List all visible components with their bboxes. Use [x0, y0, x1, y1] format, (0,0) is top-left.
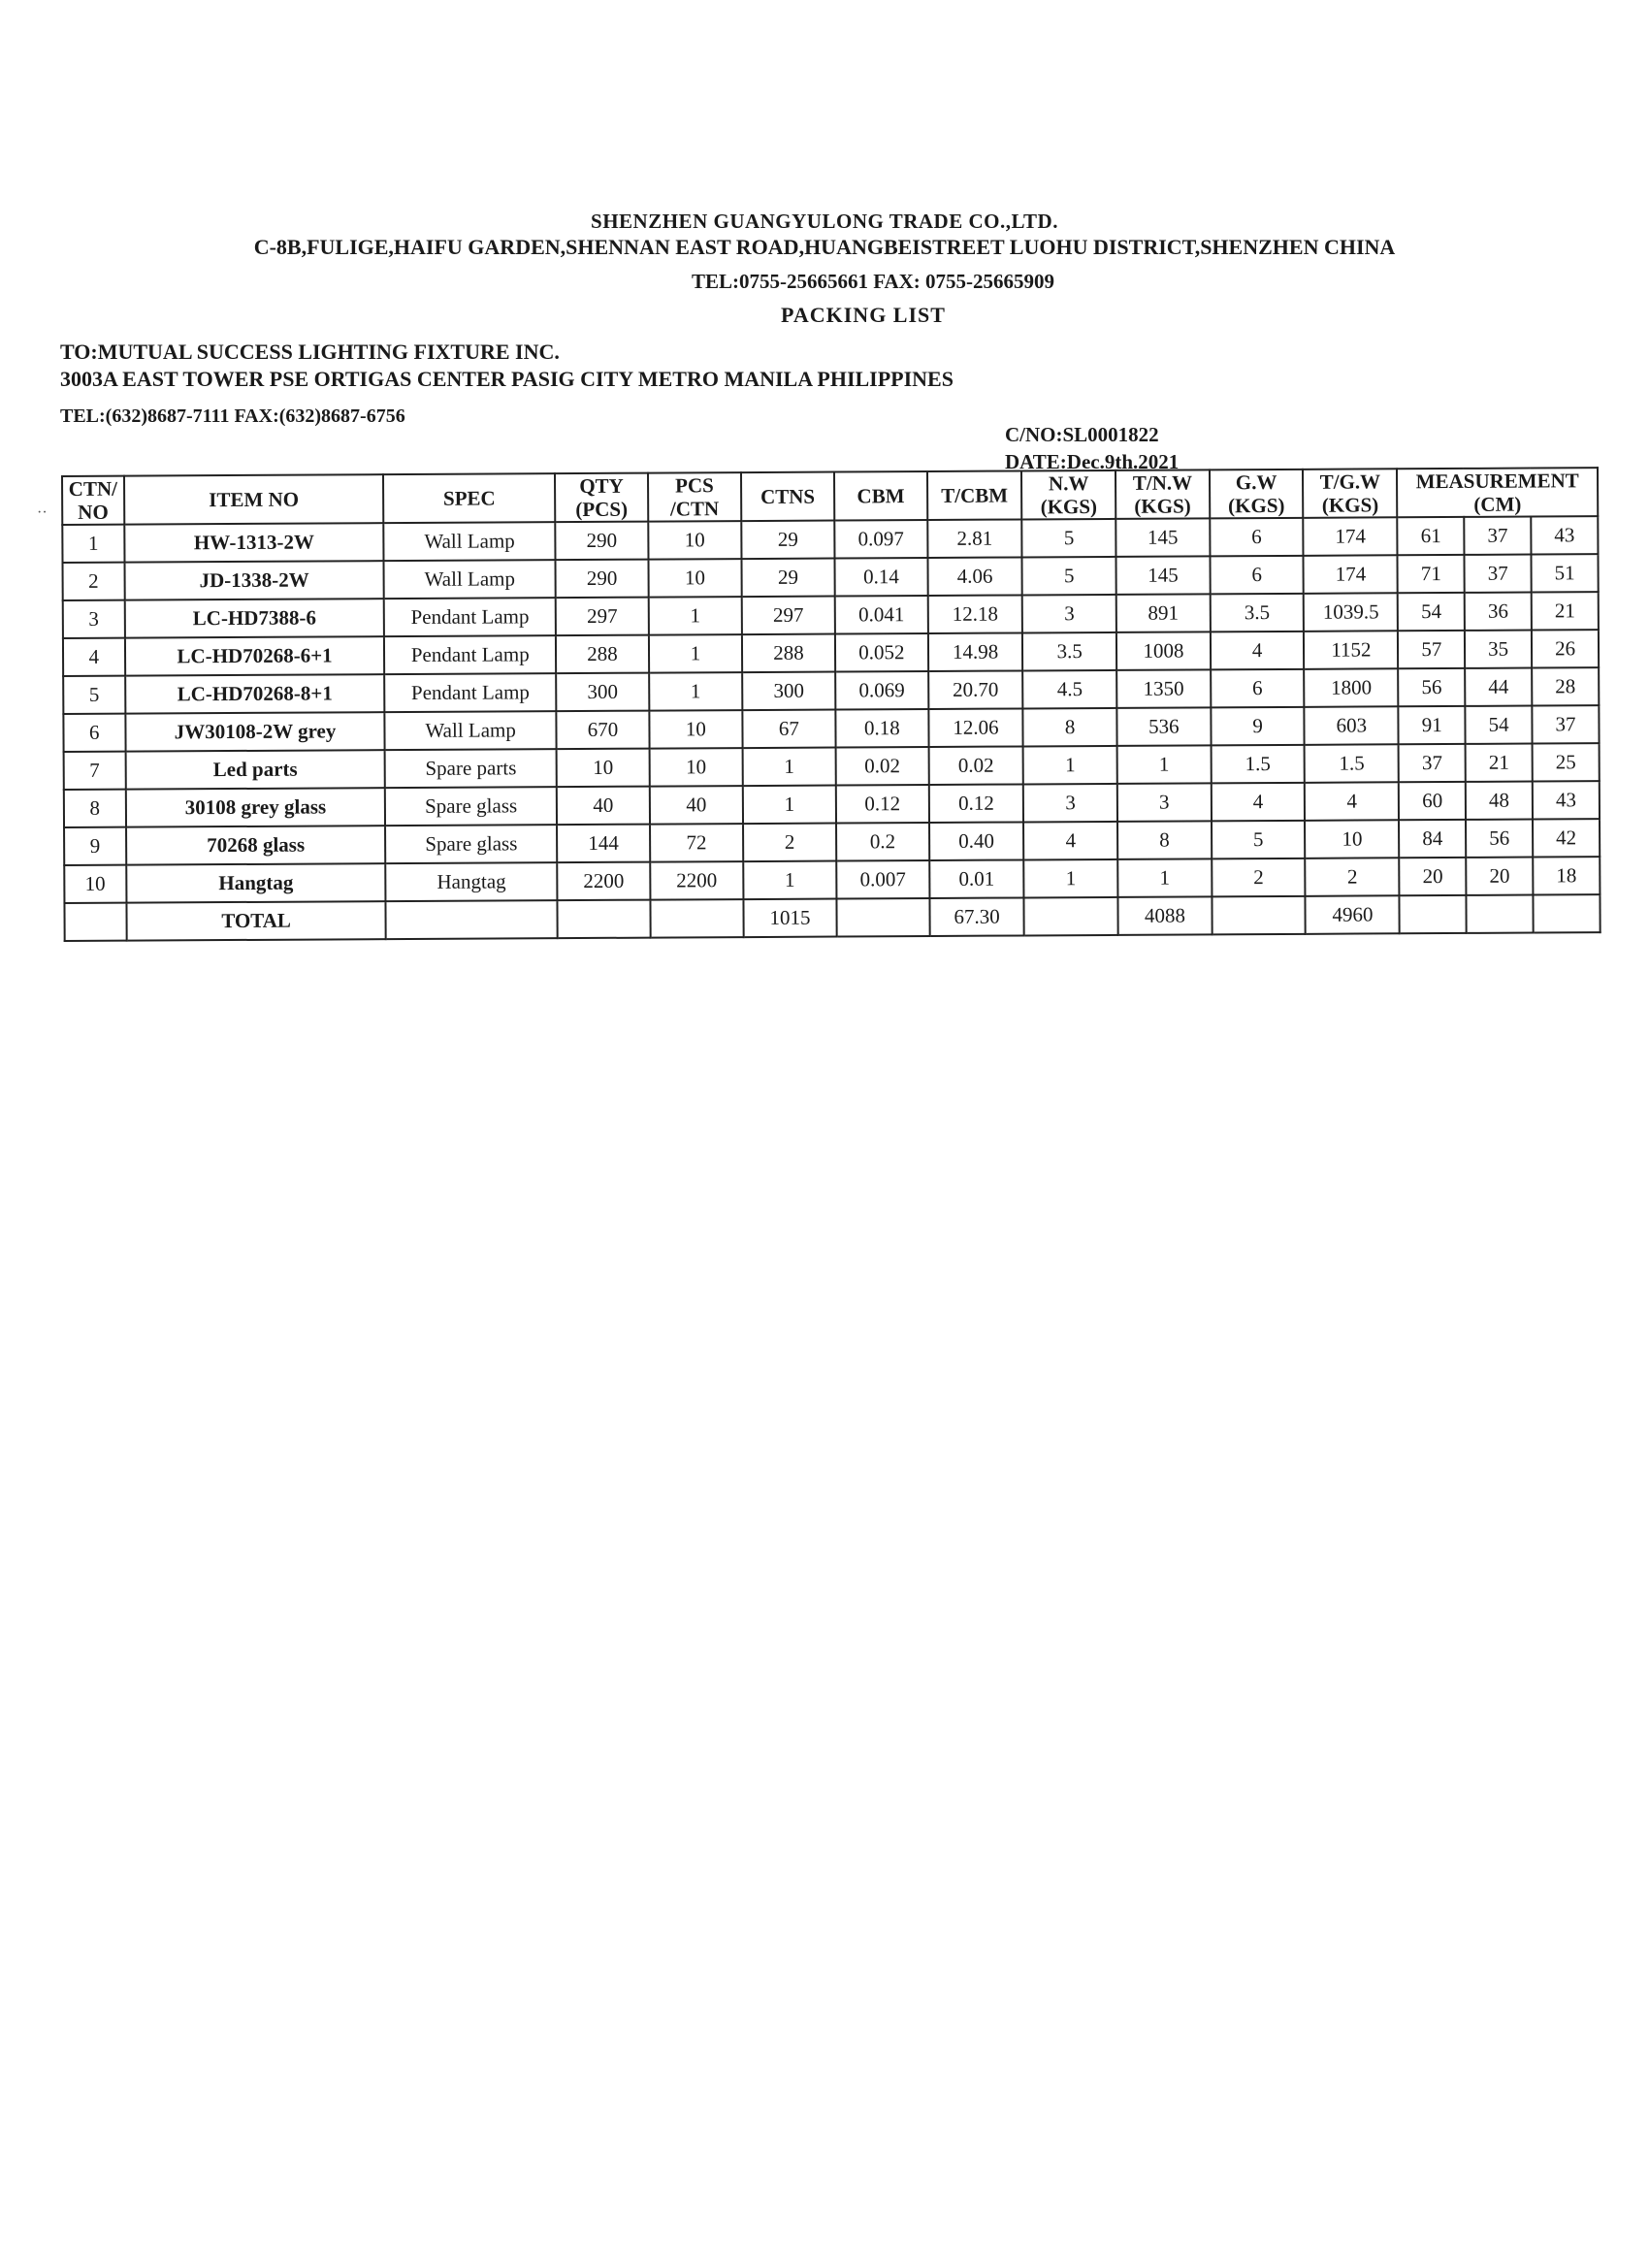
cell-length: 57: [1398, 631, 1465, 668]
cell-width: 20: [1466, 858, 1533, 895]
cell-tnw: 145: [1116, 518, 1210, 557]
cell-nw: 4.5: [1023, 670, 1117, 709]
cell-width: 35: [1465, 631, 1532, 668]
cell-blank: [1400, 895, 1467, 933]
cell-tgw: 1039.5: [1304, 593, 1398, 632]
cell-width: 21: [1466, 744, 1533, 782]
cell-nw: 3: [1022, 595, 1116, 633]
cell-item-no: JD-1338-2W: [124, 561, 384, 599]
cell-ctns: 1: [743, 861, 837, 900]
cell-nw: 3: [1023, 784, 1117, 823]
cell-width: 37: [1465, 555, 1532, 593]
cell-spec: Wall Lamp: [384, 560, 556, 599]
cell-width: 44: [1465, 668, 1532, 706]
cell-pcs-ctn: 1: [649, 672, 742, 711]
header-item-no: ITEM NO: [124, 474, 384, 524]
total-label: TOTAL: [126, 901, 386, 940]
cell-length: 61: [1398, 517, 1465, 555]
cell-height: 25: [1533, 743, 1600, 781]
cell-item-no: LC-HD70268-8+1: [125, 674, 385, 713]
packing-table: [61, 467, 1601, 942]
company-name: SHENZHEN GUANGYULONG TRADE CO.,LTD.: [591, 210, 1058, 233]
cell-height: 18: [1533, 857, 1600, 894]
cell-pcs-ctn: 1: [649, 597, 742, 635]
cell-tnw: 1: [1117, 745, 1212, 784]
cell-ctn-no: 9: [64, 827, 126, 865]
total-tgw: 4960: [1306, 895, 1400, 934]
cell-spec: Wall Lamp: [385, 711, 557, 750]
cell-pcs-ctn: 40: [650, 786, 743, 825]
cell-length: 71: [1398, 555, 1465, 593]
cell-height: 26: [1532, 630, 1599, 667]
cell-length: 91: [1399, 706, 1466, 744]
header-ctn-no: CTN/ NO: [62, 476, 124, 525]
cell-cbm: 0.18: [835, 709, 928, 748]
cell-pcs-ctn: 10: [648, 521, 741, 560]
total-ctns: 1015: [743, 899, 837, 938]
cell-nw: 1: [1024, 859, 1118, 898]
cell-tcbm: 12.06: [928, 708, 1023, 747]
cell-gw: 6: [1210, 518, 1304, 557]
header-gw: G.W (KGS): [1210, 470, 1304, 519]
cell-cbm: 0.14: [835, 558, 928, 597]
cell-tgw: 174: [1304, 517, 1398, 556]
cell-ctns: 2: [743, 824, 837, 862]
cell-item-no: 30108 grey glass: [125, 788, 385, 826]
cell-height: 28: [1532, 667, 1599, 705]
cell-cbm: 0.041: [835, 596, 928, 634]
header-measurement: MEASUREMENT (CM): [1397, 468, 1598, 517]
cell-ctn-no: 4: [63, 638, 125, 676]
cell-gw: 1.5: [1211, 745, 1305, 784]
cell-tgw: 10: [1305, 820, 1399, 859]
cell-gw: 3.5: [1211, 594, 1305, 632]
cell-cbm: 0.007: [836, 860, 929, 899]
cell-qty: 670: [556, 711, 649, 750]
document-date: DATE:Dec.9th.2021: [1005, 450, 1180, 473]
cell-ctns: 300: [742, 672, 836, 711]
cell-item-no: Hangtag: [126, 863, 386, 902]
cell-blank: [837, 898, 930, 937]
cell-ctns: 67: [742, 710, 836, 749]
cell-spec: Pendant Lamp: [384, 635, 556, 674]
cell-qty: 2200: [557, 862, 650, 901]
cell-item-no: Led parts: [125, 750, 385, 789]
cell-gw: 9: [1211, 707, 1305, 746]
cell-tnw: 1008: [1116, 632, 1211, 670]
cell-ctn-no: 10: [64, 865, 126, 903]
cell-pcs-ctn: 1: [649, 634, 742, 673]
cell-ctn-no: 5: [63, 676, 125, 714]
header-qty: QTY (PCS): [555, 473, 648, 523]
cell-height: 51: [1532, 554, 1599, 592]
consignee-address: 3003A EAST TOWER PSE ORTIGAS CENTER PASIG CITY METRO MANILA PHILIPPINES: [60, 367, 954, 391]
cell-tcbm: 2.81: [927, 519, 1022, 558]
cell-spec: Pendant Lamp: [385, 673, 557, 712]
cell-length: 56: [1399, 668, 1466, 706]
cell-height: 21: [1532, 592, 1599, 630]
cell-nw: 1: [1023, 746, 1117, 785]
consignee-name: TO:MUTUAL SUCCESS LIGHTING FIXTURE INC.: [60, 340, 560, 364]
cell-height: 43: [1533, 781, 1600, 819]
cell-gw: 6: [1210, 556, 1304, 595]
cell-length: 84: [1399, 820, 1466, 858]
cell-blank: [386, 900, 558, 939]
cell-item-no: JW30108-2W grey: [125, 712, 385, 751]
cell-tgw: 1.5: [1305, 744, 1399, 783]
header-tcbm: T/CBM: [927, 470, 1022, 520]
cell-pcs-ctn: 72: [650, 824, 743, 862]
cell-width: 56: [1466, 820, 1533, 858]
cell-qty: 144: [557, 825, 650, 863]
cell-ctns: 288: [742, 634, 836, 673]
cell-tnw: 1350: [1116, 669, 1211, 708]
document-title: PACKING LIST: [781, 303, 946, 327]
cell-ctn-no: 6: [63, 714, 125, 752]
cell-tnw: 3: [1117, 783, 1212, 822]
cell-width: 37: [1464, 517, 1531, 555]
cell-tgw: 603: [1305, 706, 1399, 745]
cell-cbm: 0.052: [835, 633, 928, 672]
cell-length: 60: [1399, 782, 1466, 820]
header-nw: N.W (KGS): [1021, 470, 1116, 520]
cell-spec: Pendant Lamp: [384, 598, 556, 636]
carton-number: C/NO:SL0001822: [1005, 423, 1159, 446]
total-tnw: 4088: [1117, 896, 1212, 935]
cell-ctns: 1: [742, 748, 836, 787]
cell-qty: 290: [555, 560, 648, 599]
cell-tgw: 4: [1305, 782, 1399, 821]
cell-nw: 5: [1022, 557, 1116, 596]
cell-tcbm: 0.01: [929, 859, 1024, 898]
table-body: [62, 516, 1600, 941]
cell-qty: 10: [557, 749, 650, 788]
cell-tcbm: 20.70: [928, 670, 1023, 709]
cell-tnw: 145: [1116, 556, 1210, 595]
cell-spec: Wall Lamp: [384, 522, 556, 561]
cell-length: 20: [1400, 858, 1467, 895]
cell-spec: Spare glass: [385, 825, 557, 863]
cell-cbm: 0.2: [836, 823, 929, 861]
header-ctns: CTNS: [741, 472, 835, 522]
cell-gw: 5: [1212, 821, 1306, 859]
cell-tgw: 174: [1304, 555, 1398, 594]
cell-ctns: 297: [741, 597, 835, 635]
cell-pcs-ctn: 10: [649, 710, 742, 749]
cell-spec: Spare parts: [385, 749, 557, 788]
cell-gw: 4: [1212, 783, 1306, 822]
cell-height: 37: [1532, 705, 1599, 743]
cell-tgw: 2: [1306, 858, 1400, 896]
cell-width: 48: [1466, 782, 1533, 820]
cell-item-no: 70268 glass: [126, 826, 386, 864]
cell-ctn-no: 7: [64, 752, 126, 790]
cell-tnw: 8: [1117, 821, 1212, 859]
cell-tcbm: 12.18: [927, 595, 1022, 633]
cell-gw: 2: [1212, 859, 1306, 897]
cell-blank: [1467, 895, 1534, 933]
cell-gw: 4: [1211, 632, 1305, 670]
cell-tcbm: 0.40: [929, 822, 1024, 860]
cell-blank: [1533, 894, 1600, 932]
cell-blank: [64, 903, 126, 941]
cell-tgw: 1800: [1305, 668, 1399, 707]
cell-tcbm: 0.12: [928, 784, 1023, 823]
cell-pcs-ctn: 2200: [650, 861, 743, 900]
total-tcbm: 67.30: [929, 897, 1024, 936]
cell-item-no: HW-1313-2W: [124, 523, 384, 562]
header-cbm: CBM: [834, 471, 927, 521]
cell-nw: 3.5: [1022, 632, 1116, 671]
cell-qty: 290: [555, 522, 648, 561]
cell-qty: 288: [556, 635, 649, 674]
table-header-row: [62, 468, 1598, 525]
header-pcs-ctn: PCS /CTN: [648, 472, 741, 522]
cell-tnw: 536: [1116, 707, 1211, 746]
cell-tcbm: 0.02: [928, 746, 1023, 785]
cell-spec: Hangtag: [386, 862, 558, 901]
cell-ctn-no: 2: [63, 563, 125, 600]
cell-length: 54: [1398, 593, 1465, 631]
cell-nw: 4: [1023, 822, 1117, 860]
cell-tnw: 891: [1116, 594, 1211, 632]
header-tnw: T/N.W (KGS): [1116, 470, 1210, 519]
cell-height: 43: [1531, 516, 1598, 554]
cell-nw: 5: [1022, 519, 1116, 558]
cell-blank: [557, 900, 650, 939]
cell-tgw: 1152: [1304, 631, 1398, 669]
cell-length: 37: [1399, 744, 1466, 782]
scan-mark: ··: [37, 504, 48, 521]
cell-cbm: 0.097: [834, 520, 927, 559]
cell-spec: Spare glass: [385, 787, 557, 826]
cell-blank: [1212, 896, 1306, 935]
cell-ctn-no: 8: [64, 790, 126, 827]
cell-width: 36: [1465, 593, 1532, 631]
cell-item-no: LC-HD70268-6+1: [125, 636, 385, 675]
cell-ctn-no: 3: [63, 600, 125, 638]
cell-tcbm: 4.06: [927, 557, 1022, 596]
cell-pcs-ctn: 10: [650, 748, 743, 787]
cell-ctns: 1: [743, 786, 837, 825]
cell-qty: 40: [557, 787, 650, 826]
cell-height: 42: [1533, 819, 1600, 857]
cell-tcbm: 14.98: [928, 632, 1023, 671]
cell-tnw: 1: [1117, 859, 1212, 897]
cell-cbm: 0.069: [835, 671, 928, 710]
consignee-contact: TEL:(632)8687-7111 FAX:(632)8687-6756: [60, 405, 405, 427]
cell-item-no: LC-HD7388-6: [124, 599, 384, 637]
cell-nw: 8: [1023, 708, 1117, 747]
cell-qty: 297: [556, 598, 649, 636]
total-row: [64, 894, 1600, 941]
cell-cbm: 0.12: [836, 785, 929, 824]
cell-ctns: 29: [741, 521, 835, 560]
cell-gw: 6: [1211, 669, 1305, 708]
company-contact: TEL:0755-25665661 FAX: 0755-25665909: [691, 270, 1055, 293]
header-tgw: T/G.W (KGS): [1303, 469, 1397, 518]
cell-width: 54: [1466, 706, 1533, 744]
cell-blank: [650, 899, 743, 938]
cell-ctn-no: 1: [62, 525, 124, 563]
company-address: C-8B,FULIGE,HAIFU GARDEN,SHENNAN EAST ROAD,HUANGBEISTREET LUOHU DISTRICT,SHENZHEN CHINA: [253, 235, 1396, 259]
cell-blank: [1024, 897, 1118, 936]
cell-cbm: 0.02: [836, 747, 929, 786]
cell-qty: 300: [556, 673, 649, 712]
header-spec: SPEC: [383, 473, 555, 523]
cell-ctns: 29: [741, 559, 835, 598]
cell-pcs-ctn: 10: [649, 559, 742, 598]
